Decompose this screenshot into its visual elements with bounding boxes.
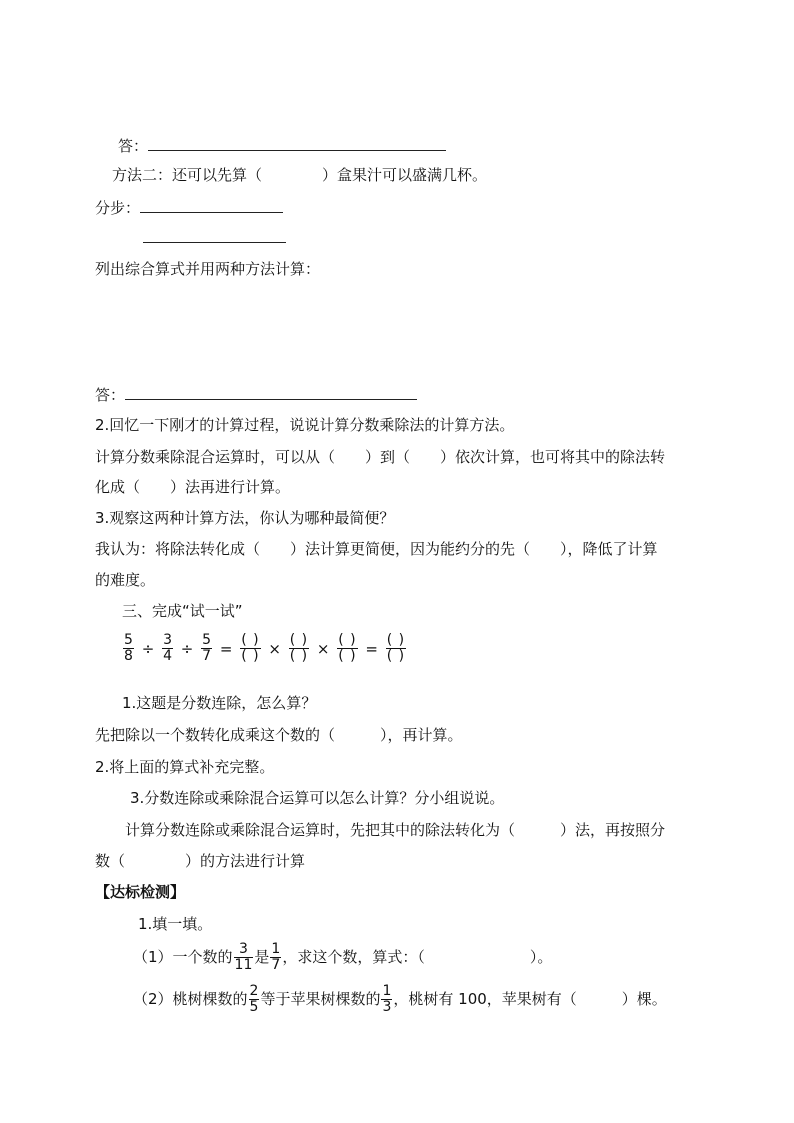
sub-question-3-fill-b: 数（ ）的方法进行计算	[95, 852, 306, 870]
answer-label: 答：	[118, 137, 149, 155]
steps-blank-2[interactable]	[143, 228, 286, 243]
steps-label: 分步：	[95, 199, 141, 217]
method-two-line: 方法二：还可以先算（ ）盒果汁可以盛满几杯。	[112, 166, 488, 184]
times-sign: ×	[316, 639, 330, 658]
question-2: 2.回忆一下刚才的计算过程，说说计算分数乘除法的计算方法。	[95, 416, 515, 434]
problem-2: （2）桃树棵数的 $\frac{2}{5}$ 等于苹果树棵数的 $\frac{1}{3}$ ，桃树有 100，苹果树有（ ）棵。	[133, 983, 667, 1015]
sub-question-3: 3.分数连除或乘除混合运算可以怎么计算？分小组说说。	[130, 789, 505, 807]
fraction-5-8: $\frac{5}{8}$	[124, 632, 133, 664]
combined-formula-prompt: 列出综合算式并用两种方法计算：	[95, 260, 321, 278]
blank-fraction[interactable]: $\frac{( )}{( )}$	[289, 632, 309, 664]
question-3: 3.观察这两种计算方法，你认为哪种最简便？	[95, 509, 395, 527]
steps-line	[95, 198, 283, 218]
blank-fraction[interactable]: $\frac{( )}{( )}$	[241, 632, 260, 664]
answer-label: 答：	[95, 386, 126, 404]
fraction-2-5: $\frac{2}{5}$	[249, 983, 259, 1015]
equals-sign: =	[365, 639, 378, 658]
divide-sign: ÷	[180, 639, 194, 658]
answer-blank[interactable]	[125, 385, 417, 400]
blank-fraction[interactable]: $\frac{( )}{( )}$	[386, 632, 406, 664]
fraction-3-4: $\frac{3}{4}$	[163, 632, 172, 664]
fraction-5-7: $\frac{5}{7}$	[202, 632, 212, 664]
question-3-fill-a: 我认为：将除法转化成（ ）法计算更简便，因为能约分的先（ ），降低了计算	[95, 540, 658, 558]
fraction-1-3: $\frac{1}{3}$	[382, 983, 392, 1015]
fill-in-heading: 1.填一填。	[138, 915, 213, 933]
sub-question-1-fill: 先把除以一个数转化成乘这个数的（ ），再计算。	[95, 726, 463, 744]
problem-1: （1）一个数的 $\frac{3}{11}$ 是 $\frac{1}{7}$ ，求这个数，算式：（ ）。	[133, 941, 553, 973]
question-2-fill-b: 化成（ ）法再进行计算。	[95, 478, 291, 496]
question-3-fill-b: 的难度。	[95, 571, 156, 589]
steps-line-2	[143, 228, 286, 248]
question-2-fill-a: 计算分数乘除混合运算时，可以从（ ）到（ ）依次计算，也可将其中的除法转	[95, 448, 666, 466]
assessment-heading: 【达标检测】	[95, 883, 186, 901]
blank-fraction[interactable]: $\frac{( )}{( )}$	[338, 632, 357, 664]
sub-question-2: 2.将上面的算式补充完整。	[95, 758, 275, 776]
answer-blank[interactable]	[148, 136, 446, 151]
fraction-equation	[122, 633, 407, 664]
sub-question-1: 1.这题是分数连除，怎么算？	[122, 694, 317, 712]
times-sign: ×	[268, 639, 281, 658]
section-three-heading: 三、完成“试一试”	[122, 602, 243, 620]
divide-sign: ÷	[141, 639, 155, 658]
answer-line-2	[95, 385, 417, 405]
equals-sign: =	[219, 639, 233, 658]
fraction-3-11: $\frac{3}{11}$	[234, 941, 253, 973]
answer-line-1	[118, 136, 446, 156]
steps-blank-1[interactable]	[140, 198, 283, 213]
sub-question-3-fill-a: 计算分数连除或乘除混合运算时，先把其中的除法转化为（ ）法，再按照分	[125, 821, 666, 839]
fraction-1-7: $\frac{1}{7}$	[271, 941, 281, 973]
